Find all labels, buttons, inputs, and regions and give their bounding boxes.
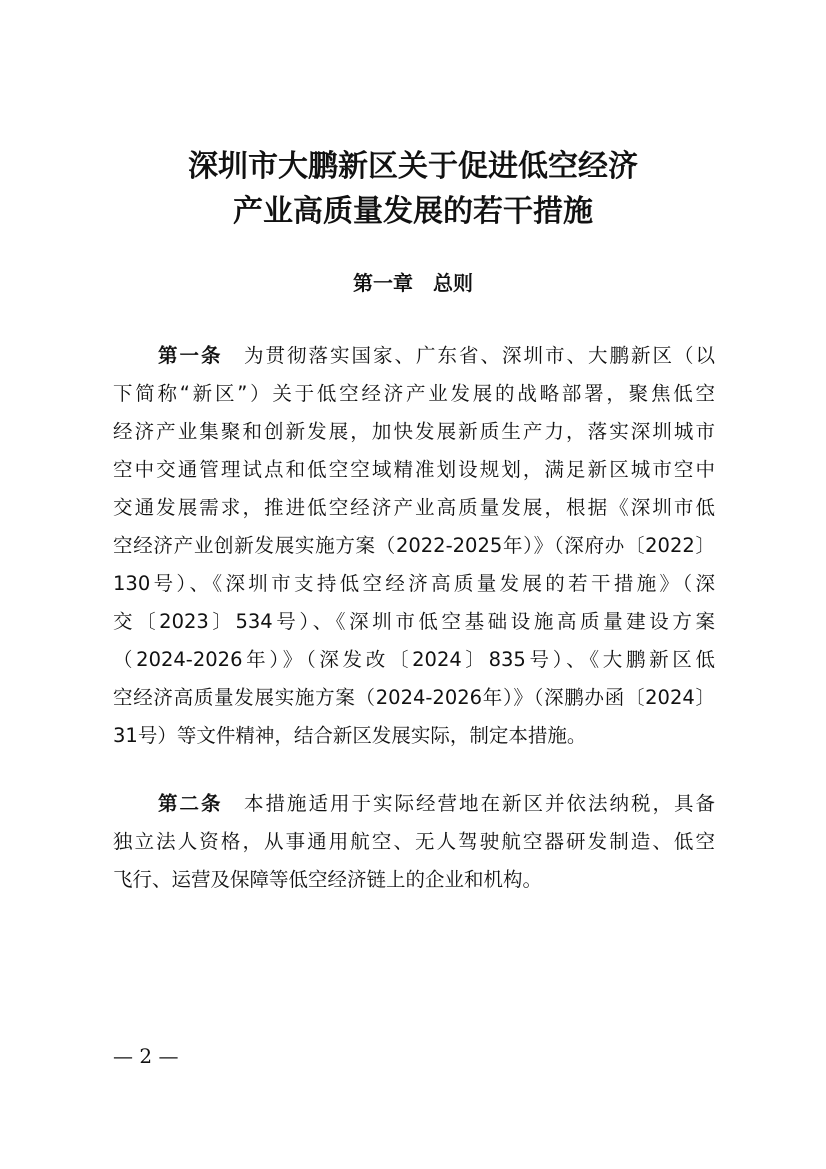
article-line: 交通发展需求，推进低空经济产业高质量发展，根据《深圳市低: [113, 496, 715, 519]
article-line: 130号）、《深圳市支持低空经济高质量发展的若干措施》（深: [113, 572, 715, 595]
article-line: 空经济高质量发展实施方案（2024-2026年）》（深鹏办函〔2024〕: [113, 686, 715, 709]
document-title-line-2: 产业高质量发展的若干措施: [233, 194, 593, 229]
article-line: 交〔2023〕534号）、《深圳市低空基础设施高质量建设方案: [113, 610, 715, 633]
article-line: 经济产业集聚和创新发展，加快发展新质生产力，落实深圳城市: [113, 420, 715, 443]
article-label: 第二条: [158, 792, 223, 815]
article-line: [158, 790, 715, 818]
article-text: 为贯彻落实国家、广东省、深圳市、大鹏新区（以: [242, 344, 715, 367]
article-line: [158, 342, 715, 370]
article-line: 飞行、运营及保障等低空经济链上的企业和机构。: [113, 868, 543, 891]
article-line: 空中交通管理试点和低空空域精准划设规划，满足新区城市空中: [113, 458, 715, 481]
article-line: 下简称“新区”）关于低空经济产业发展的战略部署，聚焦低空: [113, 382, 715, 405]
article-line: 31号）等文件精神，结合新区发展实际，制定本措施。: [113, 724, 587, 747]
article-text: 本措施适用于实际经营地在新区并依法纳税，具备: [242, 792, 715, 815]
chapter-heading: 第一章 总则: [353, 271, 473, 295]
document-title-line-1: 深圳市大鹏新区关于促进低空经济: [188, 149, 638, 184]
article-line: 空经济产业创新发展实施方案（2022-2025年）》（深府办〔2022〕: [113, 534, 715, 557]
article-label: 第一条: [158, 344, 223, 367]
article-line: 独立法人资格，从事通用航空、无人驾驶航空器研发制造、低空: [113, 830, 715, 853]
article-line: （2024-2026年）》（深发改〔2024〕835号）、《大鹏新区低: [113, 648, 715, 671]
page-number: — 2 —: [113, 1044, 179, 1068]
